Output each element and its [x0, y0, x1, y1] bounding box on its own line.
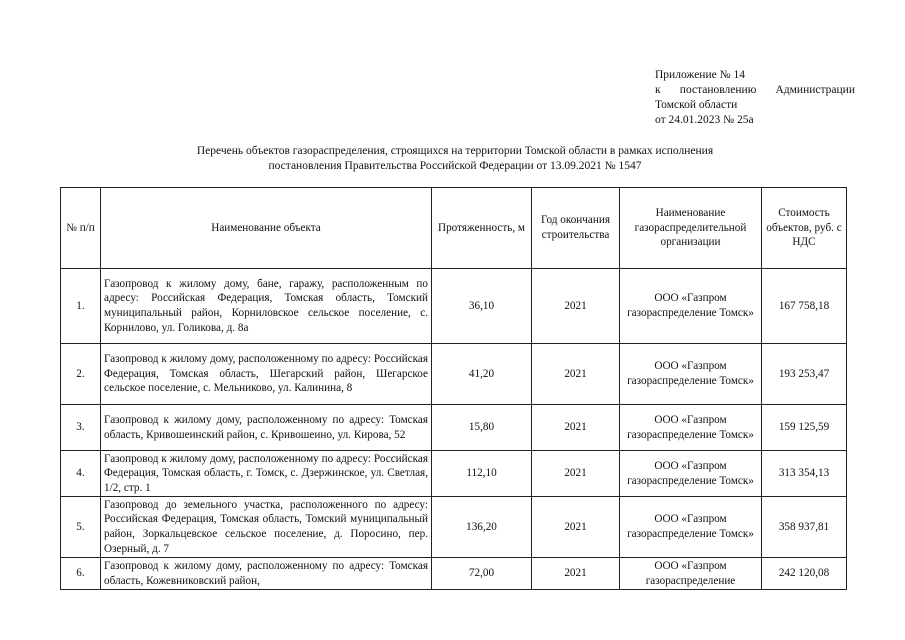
row-num: 5.	[61, 497, 101, 558]
row-num: 4.	[61, 451, 101, 497]
row-year: 2021	[532, 558, 620, 590]
appendix-block	[655, 68, 855, 128]
row-num: 1.	[61, 269, 101, 344]
row-object-name: Газопровод к жилому дому, расположенному по адресу: Томская область, Кожевниковский район,	[101, 558, 432, 590]
row-cost: 313 354,13	[762, 451, 847, 497]
table-row	[61, 451, 847, 497]
row-year: 2021	[532, 451, 620, 497]
appendix-line-4: от 24.01.2023 № 25а	[655, 114, 754, 126]
appendix-line-1: Приложение № 14	[655, 69, 745, 81]
row-length: 136,20	[432, 497, 532, 558]
row-object-name: Газопровод к жилому дому, расположенному по адресу: Российская Федерация, Томская область, Шегарский район, Шегарское сельское поселение, с. Мельниково, ул. Калинина, 8	[101, 344, 432, 405]
table-row	[61, 405, 847, 451]
document-title	[130, 144, 780, 174]
row-org: ООО «Газпром газораспределение Томск»	[620, 451, 762, 497]
row-cost: 242 120,08	[762, 558, 847, 590]
appendix-word-k: к	[655, 84, 661, 96]
row-length: 112,10	[432, 451, 532, 497]
title-line-1: Перечень объектов газораспределения, строящихся на территории Томской области в рамках исполнения	[196, 145, 714, 157]
row-object-name: Газопровод к жилому дому, расположенному по адресу: Российская Федерация, Томская область, г. Томск, с. Дзержинское, ул. Светлая, 1/2, стр. 1	[101, 451, 432, 497]
title-line-2: постановления Правительства Российской Федерации от 13.09.2021 № 1547	[268, 160, 642, 172]
table-row	[61, 497, 847, 558]
row-year: 2021	[532, 497, 620, 558]
row-cost: 167 758,18	[762, 269, 847, 344]
header-length: Протяженность, м	[432, 188, 532, 269]
row-object-name: Газопровод до земельного участка, расположенного по адресу: Российская Федерация, Томская область, Томский муниципальный район, Зоркальцевское сельское поселение, д. Поросино, пер. Озерный, д. 7	[101, 497, 432, 558]
row-year: 2021	[532, 344, 620, 405]
header-num: № п/п	[61, 188, 101, 269]
row-num: 2.	[61, 344, 101, 405]
header-year: Год окончания строительства	[532, 188, 620, 269]
row-cost: 159 125,59	[762, 405, 847, 451]
header-org: Наименование газораспределительной организации	[620, 188, 762, 269]
header-cost: Стоимость объектов, руб. с НДС	[762, 188, 847, 269]
row-num: 6.	[61, 558, 101, 590]
row-org: ООО «Газпром газораспределение Томск»	[620, 497, 762, 558]
appendix-word-administration: Администрации	[775, 84, 855, 96]
row-object-name: Газопровод к жилому дому, расположенному по адресу: Томская область, Кривошеинский район, с. Кривошеино, ул. Кирова, 52	[101, 405, 432, 451]
table-row	[61, 558, 847, 590]
objects-table	[60, 187, 847, 590]
row-cost: 358 937,81	[762, 497, 847, 558]
row-num: 3.	[61, 405, 101, 451]
appendix-line-2	[655, 83, 855, 98]
row-object-name: Газопровод к жилому дому, бане, гаражу, расположенным по адресу: Российская Федерация, Томская область, Томский муниципальный район, Корниловское сельское поселение, с. Корнилово, ул. Голикова, д. 8а	[101, 269, 432, 344]
row-year: 2021	[532, 269, 620, 344]
table-row	[61, 344, 847, 405]
row-year: 2021	[532, 405, 620, 451]
row-org: ООО «Газпром газораспределение	[620, 558, 762, 590]
row-length: 72,00	[432, 558, 532, 590]
row-org: ООО «Газпром газораспределение Томск»	[620, 344, 762, 405]
appendix-word-decree: постановлению	[679, 84, 757, 96]
table-header-row	[61, 188, 847, 269]
row-length: 36,10	[432, 269, 532, 344]
row-length: 15,80	[432, 405, 532, 451]
row-org: ООО «Газпром газораспределение Томск»	[620, 405, 762, 451]
table-row	[61, 269, 847, 344]
row-org: ООО «Газпром газораспределение Томск»	[620, 269, 762, 344]
appendix-line-3: Томской области	[655, 99, 738, 111]
row-length: 41,20	[432, 344, 532, 405]
header-name: Наименование объекта	[101, 188, 432, 269]
row-cost: 193 253,47	[762, 344, 847, 405]
